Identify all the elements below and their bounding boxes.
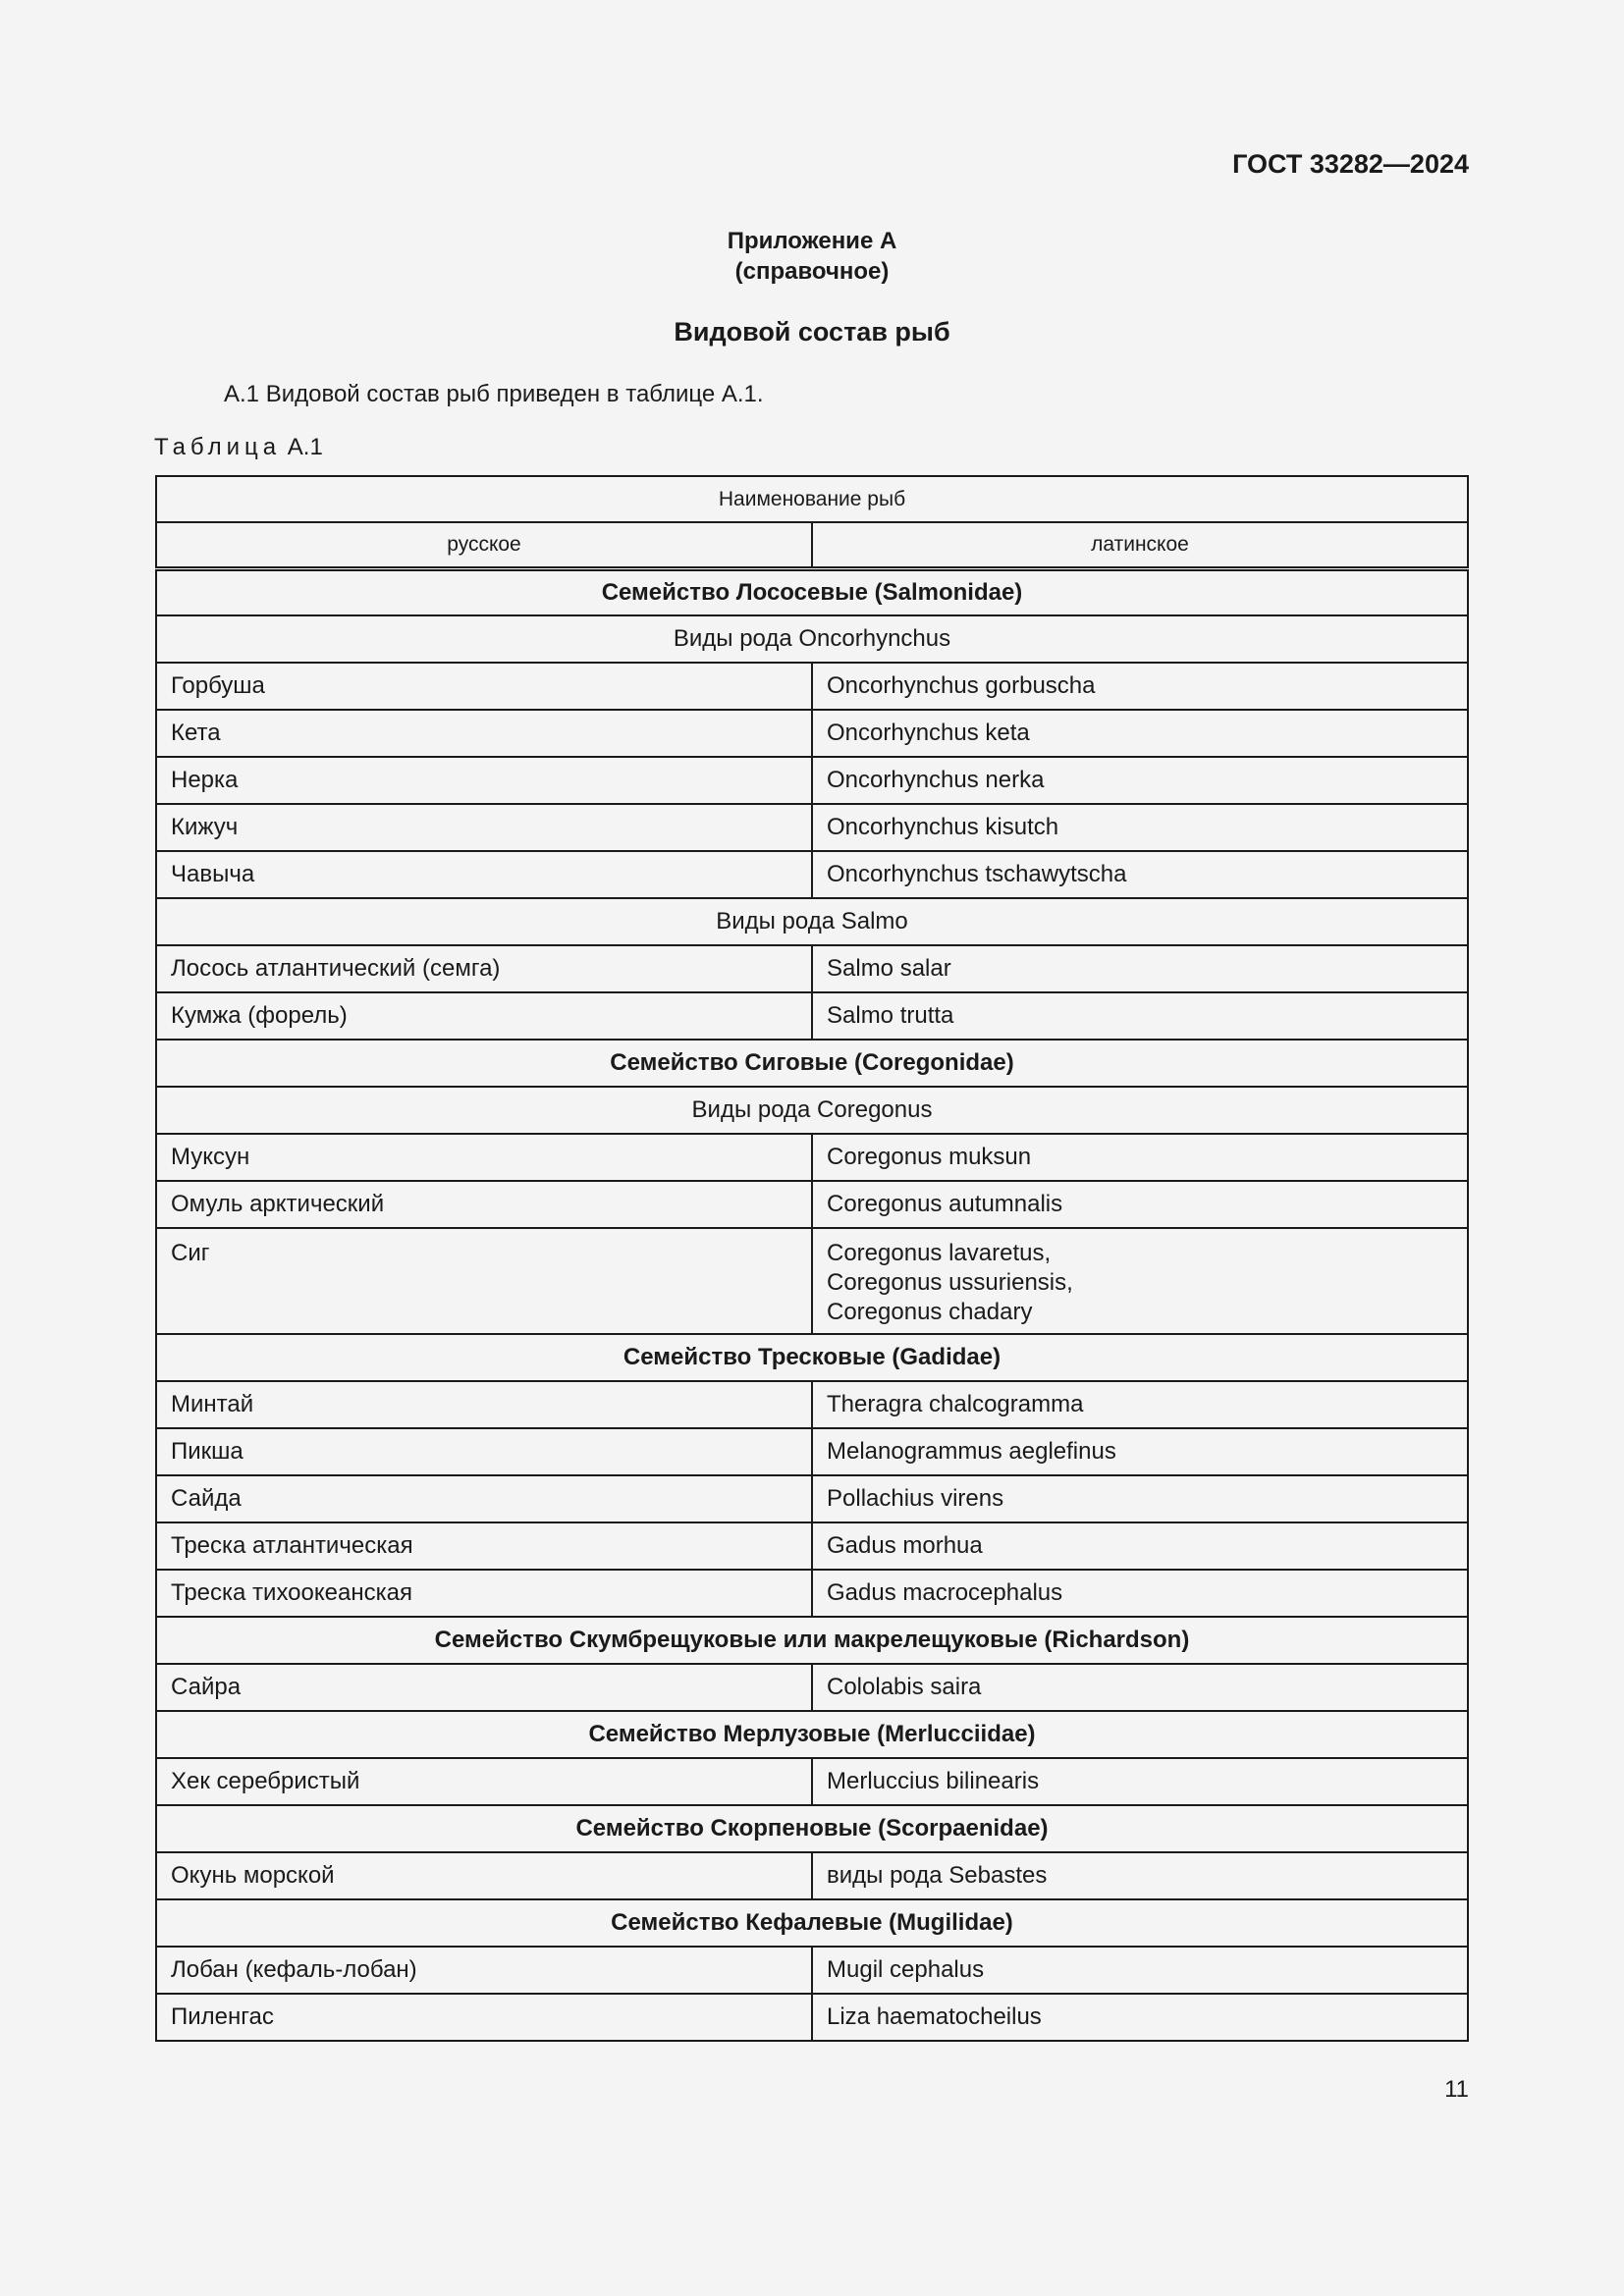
table-caption-word: Таблица bbox=[154, 434, 282, 460]
intro-paragraph: А.1 Видовой состав рыб приведен в таблице А.1. bbox=[224, 381, 764, 407]
fish-species-table bbox=[155, 475, 1469, 2042]
fish-row bbox=[156, 1134, 1468, 1181]
genus-name: Виды рода Coregonus bbox=[156, 1087, 1468, 1134]
fish-name-latin: Cololabis saira bbox=[812, 1664, 1468, 1711]
genus-name: Виды рода Oncorhynchus bbox=[156, 615, 1468, 663]
fish-name-latin: Liza haematocheilus bbox=[812, 1994, 1468, 2041]
fish-name-latin: Coregonus lavaretus, Coregonus ussuriensis, Coregonus chadary bbox=[812, 1228, 1468, 1334]
fish-name-latin: Gadus macrocephalus bbox=[812, 1570, 1468, 1617]
fish-row bbox=[156, 710, 1468, 757]
family-row bbox=[156, 1899, 1468, 1947]
fish-name-russian: Пиленгас bbox=[156, 1994, 812, 2041]
fish-name-latin: виды рода Sebastes bbox=[812, 1852, 1468, 1899]
fish-row bbox=[156, 1570, 1468, 1617]
family-name: Семейство Лососевые (Salmonidae) bbox=[156, 568, 1468, 615]
fish-row bbox=[156, 1947, 1468, 1994]
fish-name-russian: Сайда bbox=[156, 1475, 812, 1522]
page-number: 11 bbox=[1444, 2076, 1469, 2103]
appendix-heading bbox=[0, 226, 1624, 287]
fish-name-russian: Горбуша bbox=[156, 663, 812, 710]
standard-code: ГОСТ 33282—2024 bbox=[1232, 149, 1469, 179]
fish-row bbox=[156, 1475, 1468, 1522]
family-name: Семейство Тресковые (Gadidae) bbox=[156, 1334, 1468, 1381]
fish-name-latin: Oncorhynchus gorbuscha bbox=[812, 663, 1468, 710]
fish-row bbox=[156, 663, 1468, 710]
family-name: Семейство Скорпеновые (Scorpaenidae) bbox=[156, 1805, 1468, 1852]
fish-name-russian: Минтай bbox=[156, 1381, 812, 1428]
fish-row bbox=[156, 757, 1468, 804]
fish-name-russian: Сиг bbox=[156, 1228, 812, 1334]
genus-row bbox=[156, 1087, 1468, 1134]
fish-row bbox=[156, 1381, 1468, 1428]
fish-name-latin: Oncorhynchus keta bbox=[812, 710, 1468, 757]
genus-row bbox=[156, 615, 1468, 663]
fish-name-latin: Oncorhynchus kisutch bbox=[812, 804, 1468, 851]
fish-name-russian: Треска атлантическая bbox=[156, 1522, 812, 1570]
fish-name-latin: Merluccius bilinearis bbox=[812, 1758, 1468, 1805]
fish-name-latin: Oncorhynchus tschawytscha bbox=[812, 851, 1468, 898]
fish-name-russian: Лобан (кефаль-лобан) bbox=[156, 1947, 812, 1994]
fish-row bbox=[156, 1428, 1468, 1475]
table-header-row bbox=[156, 476, 1468, 522]
family-row bbox=[156, 1805, 1468, 1852]
family-name: Семейство Скумбрещуковые или макрелещуковые (Richardson) bbox=[156, 1617, 1468, 1664]
family-row bbox=[156, 568, 1468, 615]
family-row bbox=[156, 1711, 1468, 1758]
family-row bbox=[156, 1334, 1468, 1381]
fish-name-russian: Нерка bbox=[156, 757, 812, 804]
family-row bbox=[156, 1617, 1468, 1664]
fish-row bbox=[156, 1228, 1468, 1334]
table-subheader-row bbox=[156, 522, 1468, 568]
fish-row bbox=[156, 1852, 1468, 1899]
fish-row bbox=[156, 992, 1468, 1040]
fish-row bbox=[156, 804, 1468, 851]
fish-name-russian: Кумжа (форель) bbox=[156, 992, 812, 1040]
appendix-title: Приложение А bbox=[727, 228, 897, 254]
fish-name-latin: Pollachius virens bbox=[812, 1475, 1468, 1522]
fish-name-russian: Муксун bbox=[156, 1134, 812, 1181]
fish-name-russian: Омуль арктический bbox=[156, 1181, 812, 1228]
fish-row bbox=[156, 1664, 1468, 1711]
fish-name-latin: Gadus morhua bbox=[812, 1522, 1468, 1570]
fish-name-russian: Окунь морской bbox=[156, 1852, 812, 1899]
fish-name-latin: Oncorhynchus nerka bbox=[812, 757, 1468, 804]
table-body bbox=[156, 476, 1468, 2041]
fish-row bbox=[156, 1758, 1468, 1805]
fish-name-russian: Кижуч bbox=[156, 804, 812, 851]
family-name: Семейство Сиговые (Coregonidae) bbox=[156, 1040, 1468, 1087]
family-name: Семейство Кефалевые (Mugilidae) bbox=[156, 1899, 1468, 1947]
family-row bbox=[156, 1040, 1468, 1087]
fish-name-latin: Theragra chalcogramma bbox=[812, 1381, 1468, 1428]
fish-name-russian: Хек серебристый bbox=[156, 1758, 812, 1805]
table-caption bbox=[154, 434, 323, 461]
fish-name-russian: Кета bbox=[156, 710, 812, 757]
fish-name-latin: Melanogrammus aeglefinus bbox=[812, 1428, 1468, 1475]
fish-row bbox=[156, 1522, 1468, 1570]
fish-name-russian: Треска тихоокеанская bbox=[156, 1570, 812, 1617]
fish-row bbox=[156, 1994, 1468, 2041]
fish-row bbox=[156, 851, 1468, 898]
fish-name-russian: Пикша bbox=[156, 1428, 812, 1475]
genus-row bbox=[156, 898, 1468, 945]
section-title: Видовой состав рыб bbox=[674, 317, 950, 347]
table-caption-number: А.1 bbox=[287, 434, 323, 460]
fish-row bbox=[156, 945, 1468, 992]
fish-name-russian: Лосось атлантический (семга) bbox=[156, 945, 812, 992]
column-header-latin: латинское bbox=[812, 522, 1468, 568]
family-name: Семейство Мерлузовые (Merlucciidae) bbox=[156, 1711, 1468, 1758]
table-header-main: Наименование рыб bbox=[156, 476, 1468, 522]
fish-name-latin: Salmo trutta bbox=[812, 992, 1468, 1040]
fish-name-latin: Coregonus autumnalis bbox=[812, 1181, 1468, 1228]
fish-name-russian: Сайра bbox=[156, 1664, 812, 1711]
appendix-subtitle: (справочное) bbox=[734, 258, 890, 285]
fish-name-latin: Salmo salar bbox=[812, 945, 1468, 992]
fish-name-latin: Coregonus muksun bbox=[812, 1134, 1468, 1181]
fish-name-russian: Чавыча bbox=[156, 851, 812, 898]
fish-row bbox=[156, 1181, 1468, 1228]
genus-name: Виды рода Salmo bbox=[156, 898, 1468, 945]
fish-name-latin: Mugil cephalus bbox=[812, 1947, 1468, 1994]
column-header-russian: русское bbox=[156, 522, 812, 568]
